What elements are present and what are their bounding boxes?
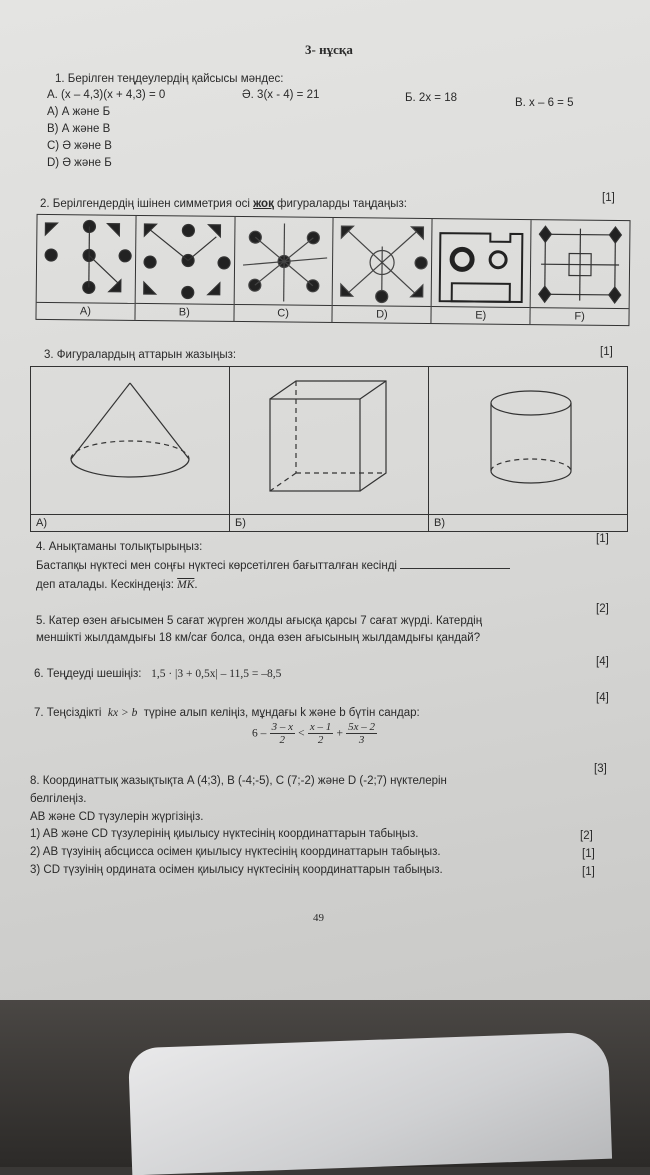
numerator: 3 – x [271, 721, 293, 733]
q1-equation-a: А. (x – 4,3)(x + 4,3) = 0 [47, 89, 166, 101]
q5-line2: меншікті жылдамдығы 18 км/сағ болса, онда өзен ағысының жылдамдығы қандай? [36, 632, 481, 644]
variant-title: 3- нұсқа [305, 42, 353, 57]
q7-plus: + [336, 727, 343, 740]
page-number: 49 [313, 912, 324, 924]
q6-question: 6. Теңдеуді шешіңіз: [34, 668, 142, 680]
q7-inequality [252, 721, 377, 746]
q4-draw-text: деп аталады. Кескіндеңіз: [36, 579, 174, 591]
q7-fraction-1 [270, 721, 295, 746]
q6-points: [4] [596, 656, 609, 668]
cylinder-drawing [429, 367, 627, 513]
q8-points: [3] [594, 763, 607, 775]
q8-sub-3: 3) CD түзуінің ордината осімен қиылысу нүктесінің координаттарын табыңыз. [30, 864, 443, 876]
q1-option-d: D) Ә және Б [47, 157, 112, 169]
q7-fraction-2 [308, 721, 333, 746]
cylinder-label: В) [429, 514, 627, 531]
q4-answer-blank[interactable] [400, 568, 510, 569]
cone-drawing [31, 367, 229, 513]
q8-sub-2: 2) AB түзуінің абсцисса осімен қиылысу нүктесінің координаттарын табыңыз. [30, 846, 441, 858]
figure-b [135, 216, 235, 321]
q8-line1: 8. Координаттық жазықтықта A (4;3), B (-4;-5), C (7;-2) және D (-2;7) нүктелерін [30, 775, 447, 787]
q4-question: 4. Анықтаманы толықтырыңыз: [36, 541, 203, 553]
q2-underlined-word: жоқ [253, 198, 274, 210]
figure-b-drawing [135, 216, 234, 303]
q4-line2 [36, 579, 198, 591]
solids-table [30, 366, 628, 532]
figure-b-label: B) [135, 303, 233, 321]
figure-c-label: C) [234, 304, 332, 322]
figure-a-label: A) [36, 302, 134, 320]
plastic-bag [128, 1032, 612, 1175]
symmetry-figures-table [35, 214, 630, 326]
figure-a [36, 215, 136, 320]
q3-question: 3. Фигуралардың аттарын жазыңыз: [44, 349, 237, 361]
q4-period: . [194, 579, 198, 591]
figure-c [234, 217, 334, 322]
q5-points: [2] [596, 603, 609, 615]
q8-sub-3-points: [1] [582, 866, 595, 878]
q6-line [34, 668, 281, 680]
solid-cone [31, 367, 230, 531]
q2-points: [1] [602, 192, 615, 204]
q7-points: [4] [596, 692, 609, 704]
q2-question-text-end: фигураларды таңдаңыз: [273, 198, 407, 210]
q7-less-than: < [298, 727, 305, 740]
q7-form: kx > b [107, 707, 138, 719]
numerator: 5x – 2 [348, 721, 376, 733]
q8-sub-1: 1) AB және CD түзулерінің қиылысу нүктесінің координаттарын табыңыз. [30, 828, 419, 840]
figure-f [531, 220, 630, 325]
q8-line2: белгілеңіз. [30, 793, 87, 805]
q1-equation-b: Б. 2x = 18 [405, 92, 457, 104]
q4-vector: $\overline{MK}$ [177, 579, 195, 591]
solid-cylinder [429, 367, 627, 531]
figure-d-drawing [333, 218, 432, 305]
q1-option-c: C) Ә және В [47, 140, 112, 152]
q5-line1: 5. Катер өзен ағысымен 5 сағат жүрген жолды ағысқа қарсы 7 сағат жүрді. Катердің [36, 615, 483, 627]
figure-f-drawing [531, 220, 630, 307]
numerator: x – 1 [309, 721, 332, 733]
q1-option-b: B) А және В [47, 123, 111, 135]
q8-sub-1-points: [2] [580, 830, 593, 842]
q1-question: 1. Берілген теңдеулердің қайсысы мәндес: [55, 73, 284, 85]
figure-e-label: E) [432, 306, 530, 324]
q3-points: [1] [600, 346, 613, 358]
q4-line1 [36, 560, 510, 572]
figure-d-label: D) [333, 305, 431, 323]
solid-cube [230, 367, 429, 531]
denominator: 2 [317, 734, 324, 746]
q8-sub-2-points: [1] [582, 848, 595, 860]
figure-f-label: F) [531, 307, 629, 325]
q7-lead: 6 – [252, 727, 267, 740]
q8-line3: AB және CD түзулерін жүргізіңіз. [30, 811, 204, 823]
q6-equation: 1,5 · |3 + 0,5x| – 11,5 = –8,5 [151, 668, 282, 680]
figure-e-drawing [432, 219, 531, 306]
figure-a-drawing [37, 215, 136, 302]
cube-drawing [230, 367, 428, 513]
q7-question-end: түріне алып келіңіз, мұндағы k және b бүтін сандар: [143, 707, 420, 719]
q2-question-text: 2. Берілгендердің ішінен симметрия осі [40, 198, 254, 210]
q7-question: 7. Теңсіздікті [34, 707, 102, 719]
figure-c-drawing [234, 217, 333, 304]
figure-d [333, 218, 433, 323]
q7-line [34, 707, 420, 719]
q2-question [40, 198, 407, 210]
q1-option-a: A) А және Б [47, 106, 111, 118]
q4-points: [1] [596, 533, 609, 545]
cone-label: A) [31, 514, 229, 531]
denominator: 2 [279, 734, 286, 746]
q4-definition-text: Бастапқы нүктесі мен соңғы нүктесі көрсетілген бағытталған кесінді [36, 560, 397, 572]
cube-label: Б) [230, 514, 428, 531]
q1-equation-v: В. x – 6 = 5 [515, 97, 574, 109]
denominator: 3 [358, 734, 365, 746]
q7-fraction-3 [346, 721, 377, 746]
figure-e [432, 219, 532, 324]
q1-equation-ae: Ә. 3(x - 4) = 21 [242, 89, 320, 101]
